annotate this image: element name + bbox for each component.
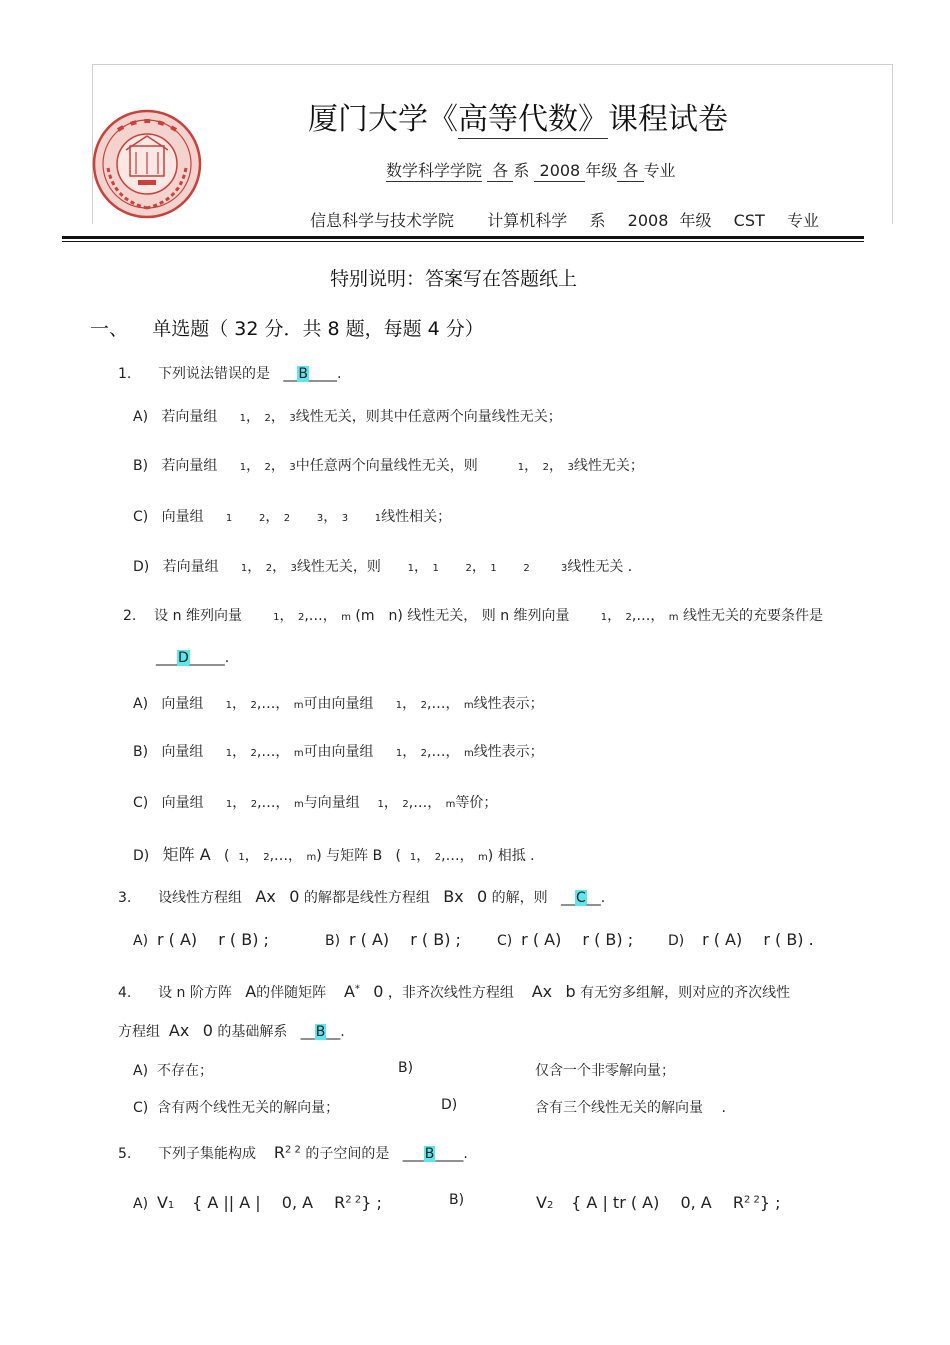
q4-option-a: A) 不存在； xyxy=(133,1063,213,1079)
exam-title: 厦门大学《高等代数》课程试卷 xyxy=(308,102,728,137)
q5-option-b: V2 { A | tr ( A) 0, A $R^{2 2}$} ; xyxy=(536,1193,781,1212)
answer-marker: B xyxy=(424,1146,435,1162)
special-note: 特别说明：答案写在答题纸上 xyxy=(330,268,578,290)
q5-option-a: A) V1 { A || A | 0, A $R^{2 2}$} ; xyxy=(133,1193,382,1212)
header-line-math: 数学科学学院 各 系 2008 年级 各 专业 xyxy=(386,161,676,180)
q3-option-d: D) r ( A) r ( B) . xyxy=(668,930,814,949)
q4-option-d: 含有三个线性无关的解向量 . xyxy=(535,1100,726,1116)
university-seal xyxy=(88,108,206,220)
q3-option-c: C) r ( A) r ( B) ; xyxy=(497,930,634,949)
question-4: 4. 设 n 阶方阵 A的伴随矩阵 A* 0 ，非齐次线性方程组 Ax b 有无穷多组解，则对应的齐次线性 xyxy=(118,982,791,1001)
q1-option-d: D) 若向量组 1， 2， 3线性无关，则 1， 1 2， 1 2 3线性无关 ． xyxy=(133,559,642,575)
q1-option-b: B) 若向量组 1， 2， 3中任意两个向量线性无关，则 1， 2， 3线性无关； xyxy=(133,458,644,474)
question-1: 1. 下列说法错误的是 __B____. xyxy=(118,366,342,382)
q1-option-c: C) 向量组 1 2， 2 3， 3 1线性相关； xyxy=(133,509,452,525)
q2-option-a: A) 向量组 1， 2,…， m可由向量组 1， 2,…， m线性表示； xyxy=(133,696,544,712)
q2-option-b: B) 向量组 1， 2,…， m可由向量组 1， 2,…， m线性表示； xyxy=(133,744,544,760)
q1-option-a: A) 若向量组 1， 2， 3线性无关，则其中任意两个向量线性无关； xyxy=(133,409,562,425)
q3-option-b: B) r ( A) r ( B) ; xyxy=(325,930,461,949)
q4-option-d-label: D) xyxy=(441,1097,458,1113)
answer-marker: C xyxy=(576,890,586,906)
answer-marker: B xyxy=(315,1024,326,1040)
question-4-cont: 方程组 Ax 0 的基础解系 __B__. xyxy=(118,1021,345,1040)
section-heading: 一、 单选题（ 32 分．共 8 题，每题 4 分） xyxy=(90,318,484,340)
q4-option-b-label: B) xyxy=(398,1060,414,1076)
q5-option-b-label: B) xyxy=(449,1192,465,1208)
answer-marker: B xyxy=(298,366,309,382)
header-rule-thick xyxy=(62,236,864,239)
q4-option-c: C) 含有两个线性无关的解向量； xyxy=(133,1100,340,1116)
q4-option-b: 仅含一个非零解向量； xyxy=(535,1063,675,1079)
q3-option-a: A) r ( A) r ( B) ; xyxy=(133,930,269,949)
q2-answer-line: ___D_____. xyxy=(156,650,230,666)
header-line-cs: 信息科学与技术学院 计算机科学 系 2008 年级 CST 专业 xyxy=(310,211,819,230)
q2-option-c: C) 向量组 1， 2,…， m与向量组 1， 2,…， m等价； xyxy=(133,795,498,811)
header-frame-top xyxy=(92,64,892,65)
question-2: 2. 设 n 维列向量 1， 2,…， m (m n) 线性无关， 则 n 维列向量 1， 2,…， m 线性无关的充要条件是 xyxy=(123,608,823,624)
header-frame-right xyxy=(892,64,893,224)
q2-option-d: D) 矩阵 A ( 1， 2,…， m) 与矩阵 B ( 1， 2,…， m) 相抵 . xyxy=(133,845,535,864)
header-rule-thin xyxy=(62,241,864,242)
question-3: 3. 设线性方程组 Ax 0 的解都是线性方程组 Bx 0 的解，则 __C__. xyxy=(118,887,606,906)
question-5: 5. 下列子集能构成 $R^{2 2}$ 的子空间的是 ___B____. xyxy=(118,1143,468,1162)
answer-marker: D xyxy=(178,650,189,666)
